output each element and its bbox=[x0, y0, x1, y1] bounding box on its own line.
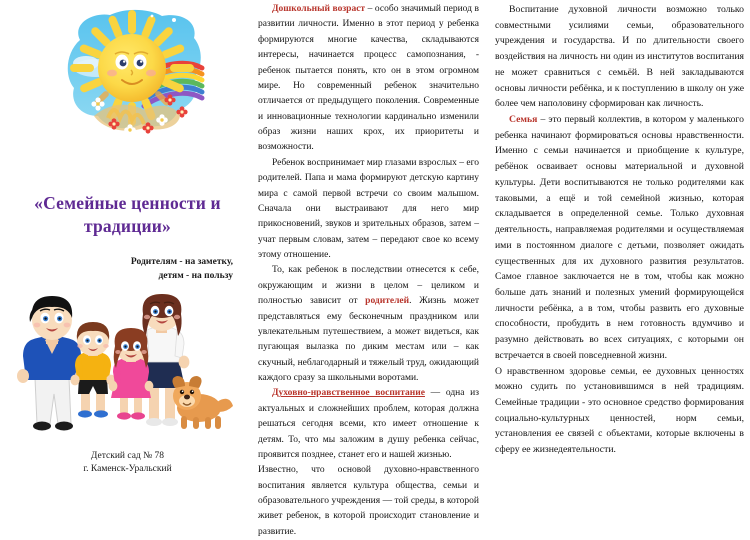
organization-footer bbox=[83, 450, 171, 478]
paragraph-attitude-depends-on-parents bbox=[258, 263, 479, 386]
organization-name: Детский сад № 78 bbox=[90, 450, 165, 461]
cover-subtitle bbox=[6, 255, 249, 284]
organization-city: г. Каменск-Уральский bbox=[83, 464, 172, 475]
cover-subtitle-line1: Родителям - на заметку, bbox=[130, 257, 233, 268]
highlight-parents: родителей bbox=[365, 296, 410, 307]
paragraph-child-perception: Ребенок воспринимает мир глазами взрослых – его родителей. Папа и мама формируют детскую картину мира с самой первой встречи со своим малышом. Сначала они выстраивают для него мир прикосновений, звуков и зрительных образов, затем – учат первым словам, затем – передают свое ко всему этому отношение. bbox=[258, 157, 479, 260]
paragraph-family-first-collective bbox=[495, 112, 744, 364]
paragraph-family-traditions: О нравственном здоровье семьи, ее духовных ценностях можно судить по установившимся в ней традициям. Семейные традиции - это основное средство формирования социально-культурных ценностей, норм семьи, установления ее связей с объектами, которые включены в сферу ее жизнедеятельности. bbox=[495, 365, 744, 456]
lead-term-preschool-age: Дошкольный возраст bbox=[272, 4, 366, 14]
paragraph-family-body: – это первый коллектив, в котором у маленького ребенка начинают формироваться основы нравственности. Именно с семьи начинается и приобщение к культуре, ребёнок осваивает основы материальной и духовной культуры. Дети воспитываются не только родителями как таковыми, а ещё и той семейной жизнью, которая складывается в определенной семье. Только духовная деятельность, направляемая родителями и осуществляемая ими в постоянном диалоге с детьми, позволяет ожидать существенных для их духовного развития результатов. Самое главное заключается не в том, чтобы как можно больше дать знаний и полезных умений формирующейся личности ребёнка, а в том, чтобы развить его духовные способности, пробудить в нем готовность вдумчиво и разумно действовать во всех ситуациях, с которыми он встречается в своей повседневной жизни. bbox=[495, 114, 744, 361]
cover-subtitle-line2: детям - на пользу bbox=[158, 271, 233, 282]
family-illustration-icon bbox=[1, 294, 253, 442]
lead-term-family: Семья bbox=[509, 114, 538, 126]
paragraph-spiritual-moral-education bbox=[258, 386, 479, 463]
paragraph-parents-after: . Жизнь может представляться ему бесконечным праздником или увлекательным путешествием, а может видеться, как пугающая вылазка по диким местам или – как скучный, неблагодарный и тяжелый труд, ожидающий каждого сразу за школьными воротами. bbox=[258, 296, 479, 383]
paragraph-preschool-age bbox=[258, 2, 479, 156]
middle-text-column bbox=[255, 0, 483, 537]
paragraph-joint-efforts: Воспитание духовной личности возможно только совместными усилиями семьи, образовательного учреждения и государства. И по длительности своего воздействия на личность ни один из институтов воспитания не может сравниться с семьёй. В ней закладываются основы личности ребёнка, и к поступлению в школу он уже более чем наполовину сформирован как личность. bbox=[495, 4, 744, 110]
paragraph-preschool-age-body: – особо значимый период в развитии личности. Именно в этот период у ребенка формируются многие качества, складываются интересы, начинается процесс самопознания, - ребенок пытается понять, кто он в этом огромном мире. Но современный ребенок значительно отличается от предыдущего поколения. Современные и инновационные технологии кардинально изменили образ жизни наших крох, их приоритеты и возможности. bbox=[258, 4, 480, 153]
sun-rainbow-flowers-icon bbox=[52, 6, 212, 158]
paragraph-spiritual-moral-education-body: — одна из актуальных и сложнейших проблем, которая должна решаться сегодня всеми, кто имеет отношение к детям. То, что мы заложим в душу ребенка сейчас, проявится позднее, станет его и нашей жизнью. bbox=[258, 388, 480, 460]
page-title: «Семейные ценности и традиции» bbox=[34, 193, 221, 237]
cover-column bbox=[0, 0, 255, 516]
paragraph-culture-basis: Известно, что основой духовно-нравственного воспитания является культура общества, семьи и образовательного учреждения — той среды, в которой живет ребенок, в которой происходит становление и развитие. bbox=[258, 465, 479, 537]
paragraph-parents-before: То, как ребенок в последствии отнесется к себе, окружающим и жизни в целом – целиком и полностью зависит от bbox=[258, 265, 479, 307]
right-text-column bbox=[483, 0, 750, 516]
section-heading-spiritual-moral-education: Духовно-нравственное воспитание bbox=[272, 388, 425, 399]
